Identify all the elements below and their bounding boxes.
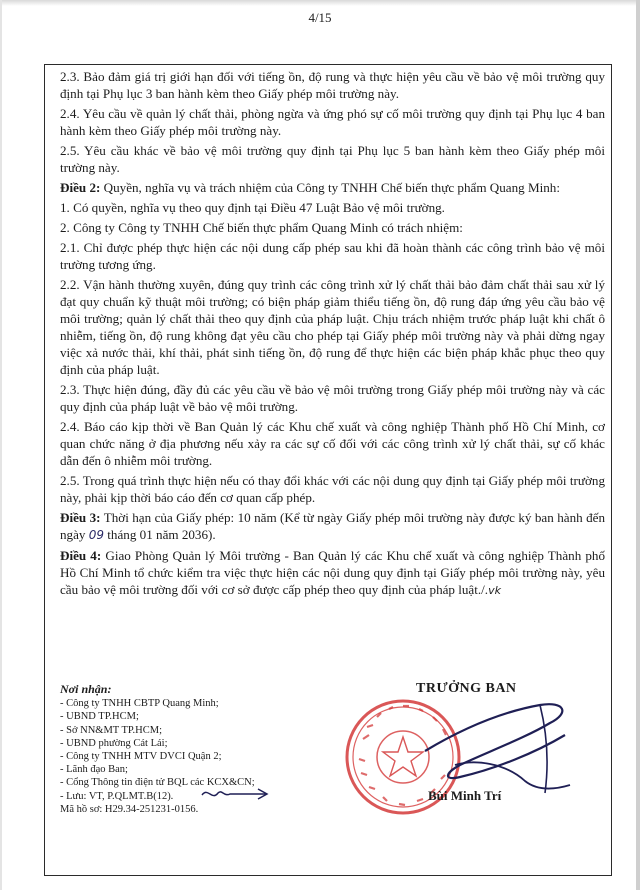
recipient-item: - Sở NN&MT TP.HCM; — [60, 724, 163, 736]
article-2-item-2-4: 2.4. Báo cáo kịp thời về Ban Quản lý các Khu chế xuất và công nghiệp Thành phố Hồ Chí Minh, cơ quan chức năng ở địa phương nếu xảy ra các sự cố đối với các công trình xử lý chất thải, sự cố khác dẫn đến ô nhiễm môi trường. — [60, 419, 605, 468]
document-footer — [60, 683, 605, 863]
article-2-item-2-5: 2.5. Trong quá trình thực hiện nếu có thay đổi khác với các nội dung quy định tại Giấy phép môi trường này, phải kịp thời báo cáo đến cơ quan cấp phép. — [60, 473, 605, 505]
article-4: Điều 4: Giao Phòng Quản lý Môi trường - Ban Quản lý các Khu chế xuất và công nghiệp Thành phố Hồ Chí Minh tổ chức kiểm tra việc thực hiện các nội dung quy định tại Giấy phép môi trường này, yêu cầu bảo vệ môi trường đối với cơ sở được cấp phép theo quy định của pháp luật./.vk — [60, 548, 606, 597]
recipients-heading: Nơi nhận: — [60, 682, 112, 696]
scan-edge-right — [636, 0, 640, 890]
handwritten-day: 09 — [88, 528, 105, 542]
article-4-label: Điều 4: — [60, 548, 102, 563]
signature-title: TRƯỞNG BAN — [416, 681, 517, 696]
signer-name: Bùi Minh Trí — [428, 788, 502, 803]
scan-edge-left — [0, 0, 2, 890]
article-2-item-2: 2. Công ty Công ty TNHH Chế biến thực phẩm Quang Minh có trách nhiệm: — [60, 220, 463, 235]
article-2: Điều 2: Quyền, nghĩa vụ và trách nhiệm của Công ty TNHH Chế biến thực phẩm Quang Minh: — [60, 180, 560, 195]
scan-edge-top — [0, 0, 640, 6]
article-2-item-2-1: 2.1. Chỉ được phép thực hiện các nội dung cấp phép sau khi đã hoàn thành các công trình bảo vệ môi trường tương ứng. — [60, 240, 605, 272]
article-2-item-2-2: 2.2. Vận hành thường xuyên, đúng quy trình các công trình xử lý chất thải bảo đảm chất thải sau xử lý đạt quy chuẩn kỹ thuật môi trường; có biện pháp giảm thiểu tiếng ồn, độ rung đáp ứng yêu cầu bảo vệ môi trường; quản lý chất thải theo quy định của pháp luật. Chịu trách nhiệm trước pháp luật khi chất ô nhiễm, tiếng ồn, độ rung không đạt yêu cầu cho phép tại Giấy phép môi trường này và phải dừng ngay việc xả nước thải, khí thải, phát sinh tiếng ồn, độ rung để thực hiện các biện pháp khắc phục theo quy định của pháp luật. — [60, 277, 605, 377]
recipient-item: - UBND TP.HCM; — [60, 711, 139, 723]
article-3-label: Điều 3: — [60, 510, 101, 525]
handwritten-arrow-mark — [200, 785, 270, 803]
recipient-item: - Cổng Thông tin điện tử BQL các KCX&CN; — [60, 777, 255, 789]
file-number: Mã hồ sơ: H29.34-251231-0156. — [60, 803, 199, 815]
document-body — [60, 68, 605, 602]
paragraph-2-4: 2.4. Yêu cầu về quản lý chất thải, phòng ngừa và ứng phó sự cố môi trường quy định tại Phụ lục 4 ban hành kèm theo Giấy phép môi trường này. — [60, 106, 605, 138]
page-number: 4/15 — [308, 10, 332, 25]
recipient-item: - UBND phường Cát Lái; — [60, 737, 168, 749]
paragraph-2-3: 2.3. Bảo đảm giá trị giới hạn đối với tiếng ồn, độ rung và thực hiện yêu cầu về bảo vệ môi trường quy định tại Phụ lục 3 ban hành kèm theo Giấy phép môi trường này. — [60, 69, 605, 101]
article-2-item-2-3: 2.3. Thực hiện đúng, đầy đủ các yêu cầu về bảo vệ môi trường trong Giấy phép môi trường này và các quy định của pháp luật về bảo vệ môi trường. — [60, 382, 605, 414]
recipient-item: - Công ty TNHH CBTP Quang Minh; — [60, 698, 219, 710]
recipient-item: - Lãnh đạo Ban; — [60, 764, 128, 776]
paragraph-2-5: 2.5. Yêu cầu khác về bảo vệ môi trường quy định tại Phụ lục 5 ban hành kèm theo Giấy phép môi trường này. — [60, 143, 605, 175]
handwritten-initials: vk — [488, 584, 501, 597]
article-2-item-1: 1. Có quyền, nghĩa vụ theo quy định tại Điều 47 Luật Bảo vệ môi trường. — [60, 200, 445, 215]
article-3: Điều 3: Thời hạn của Giấy phép: 10 năm (Kể từ ngày Giấy phép môi trường này được ký ban hành đến ngày 09 tháng 01 năm 2036). — [60, 510, 606, 542]
recipient-item: - Lưu: VT, P.QLMT.B(12). — [60, 790, 174, 802]
handwritten-signature — [365, 693, 595, 803]
article-2-label: Điều 2: — [60, 180, 101, 195]
recipient-item: - Công ty TNHH MTV DVCI Quận 2; — [60, 751, 222, 763]
